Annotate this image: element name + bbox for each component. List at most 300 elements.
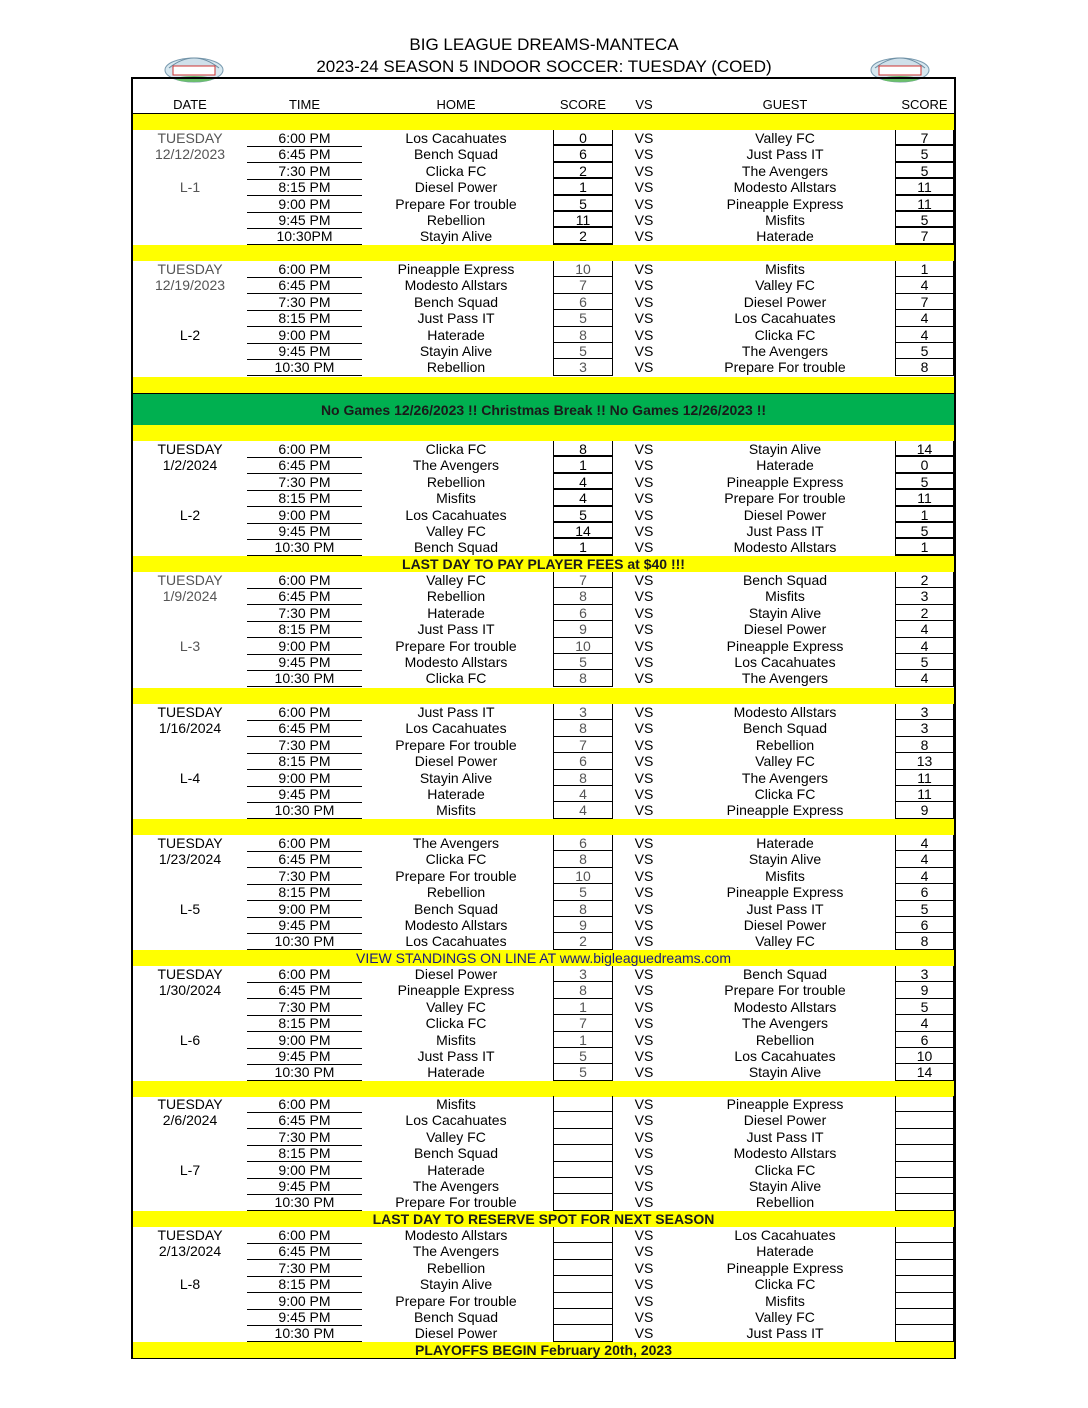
home-team: Misfits (436, 1031, 476, 1048)
guest-score (895, 1112, 954, 1128)
week-day: TUESDAY (157, 835, 223, 851)
time: 9:45 PM (247, 212, 362, 229)
guest-score (895, 1276, 954, 1292)
home-team: Pineapple Express (397, 261, 515, 277)
vs-label: VS (634, 490, 654, 507)
guest-score: 8 (895, 737, 954, 753)
guest-score: 5 (895, 999, 954, 1015)
banner-christmas: No Games 12/26/2023 !! Christmas Break !! No Games 12/26/2023 !! (133, 393, 954, 427)
week-date: 1/23/2024 (158, 851, 222, 868)
game-row (133, 523, 954, 539)
game-row (133, 770, 954, 786)
game-row (133, 359, 954, 375)
time: 6:00 PM (247, 1096, 362, 1113)
game-row (133, 982, 954, 998)
game-row (133, 1243, 954, 1259)
guest-score: 5 (895, 343, 954, 359)
game-row (133, 704, 954, 720)
week-day: TUESDAY (157, 704, 223, 720)
home-team: Los Cacahuates (405, 130, 507, 146)
time: 8:15 PM (247, 621, 362, 638)
home-team: Haterade (427, 1161, 485, 1178)
home-team: Stayin Alive (419, 1276, 493, 1293)
home-score: 6 (553, 605, 613, 621)
game-row (133, 1162, 954, 1178)
home-team: Bench Squad (413, 1145, 499, 1162)
home-team: The Avengers (412, 1178, 500, 1194)
guest-score: 14 (895, 441, 954, 457)
home-team: Pineapple Express (397, 982, 515, 999)
home-score: 10 (553, 638, 613, 654)
guest-team: The Avengers (741, 670, 829, 687)
guest-team: Just Pass IT (746, 146, 824, 163)
home-score: 4 (553, 786, 613, 802)
vs-label: VS (634, 769, 654, 786)
game-row (133, 163, 954, 179)
guest-team: Bench Squad (742, 966, 828, 982)
league-label: L-2 (179, 326, 201, 343)
time: 8:15 PM (247, 179, 362, 196)
game-row (133, 1145, 954, 1161)
guest-score: 11 (895, 196, 954, 212)
separator-band (133, 377, 954, 393)
home-score: 10 (553, 261, 613, 277)
home-score (553, 1309, 613, 1325)
time: 10:30 PM (247, 539, 362, 556)
guest-score: 14 (895, 1064, 954, 1080)
vs-label: VS (634, 1243, 654, 1260)
header-guest: GUEST (762, 97, 808, 112)
home-team: Clicka FC (425, 670, 487, 687)
guest-score: 4 (895, 638, 954, 654)
time: 7:30 PM (247, 1129, 362, 1146)
time: 6:00 PM (247, 966, 362, 983)
home-score (553, 1162, 613, 1178)
time: 7:30 PM (247, 868, 362, 885)
week-date: 1/30/2024 (158, 982, 222, 999)
game-row (133, 868, 954, 884)
guest-team: Stayin Alive (748, 604, 822, 621)
guest-score: 7 (895, 294, 954, 310)
game-row (133, 539, 954, 555)
guest-team: Just Pass IT (746, 1128, 824, 1145)
guest-score: 4 (895, 835, 954, 851)
guest-score: 7 (895, 130, 954, 146)
week-day: TUESDAY (157, 261, 223, 277)
home-score: 5 (553, 507, 613, 523)
time: 7:30 PM (247, 1260, 362, 1277)
time: 6:45 PM (247, 982, 362, 999)
game-row (133, 621, 954, 637)
time: 9:00 PM (247, 1293, 362, 1310)
home-team: Clicka FC (425, 851, 487, 868)
home-score: 8 (553, 901, 613, 917)
home-score: 7 (553, 277, 613, 293)
vs-label: VS (634, 1048, 654, 1064)
guest-score: 4 (895, 670, 954, 686)
home-score: 1 (553, 179, 613, 195)
guest-team: Los Cacahuates (734, 1048, 836, 1064)
guest-score: 6 (895, 884, 954, 900)
home-team: Diesel Power (414, 179, 498, 196)
home-score: 3 (553, 359, 613, 375)
guest-score (895, 1243, 954, 1259)
guest-score: 11 (895, 786, 954, 802)
guest-score: 3 (895, 720, 954, 736)
time: 9:00 PM (247, 770, 362, 787)
guest-score (895, 1145, 954, 1161)
vs-label: VS (634, 293, 654, 310)
game-row (133, 310, 954, 326)
guest-score: 2 (895, 605, 954, 621)
time: 6:00 PM (247, 835, 362, 852)
home-team: Diesel Power (414, 1325, 498, 1342)
time: 10:30 PM (247, 1064, 362, 1081)
home-team: The Avengers (412, 457, 500, 474)
game-row (133, 343, 954, 359)
home-team: Los Cacahuates (405, 720, 507, 737)
time: 9:45 PM (247, 523, 362, 540)
home-score: 6 (553, 835, 613, 851)
vs-label: VS (634, 884, 654, 901)
guest-score: 6 (895, 917, 954, 933)
game-row (133, 835, 954, 851)
home-score: 5 (553, 654, 613, 670)
guest-score: 8 (895, 359, 954, 375)
home-team: Prepare For trouble (395, 195, 517, 212)
game-row (133, 654, 954, 670)
time: 6:45 PM (247, 457, 362, 474)
home-score (553, 1096, 613, 1112)
vs-label: VS (634, 359, 654, 376)
game-row (133, 901, 954, 917)
home-team: Diesel Power (414, 753, 498, 770)
vs-label: VS (634, 457, 654, 474)
home-score: 6 (553, 294, 613, 310)
week-date: 2/6/2024 (162, 1112, 218, 1129)
home-team: Valley FC (426, 523, 486, 539)
home-score: 11 (553, 212, 613, 228)
game-row (133, 737, 954, 753)
banner-player-fees: LAST DAY TO PAY PLAYER FEES at $40 !!! (133, 556, 954, 572)
guest-score: 7 (895, 228, 954, 244)
guest-score: 2 (895, 572, 954, 588)
time: 7:30 PM (247, 474, 362, 491)
home-team: Modesto Allstars (404, 1227, 508, 1243)
home-team: Bench Squad (413, 146, 499, 163)
game-row (133, 507, 954, 523)
separator-band (133, 819, 954, 835)
vs-label: VS (634, 851, 654, 868)
guest-score: 4 (895, 1015, 954, 1031)
league-label: L-3 (179, 637, 201, 654)
time: 6:00 PM (247, 704, 362, 721)
guest-team: Misfits (765, 588, 805, 605)
home-score: 8 (553, 670, 613, 686)
game-row (133, 753, 954, 769)
time: 6:45 PM (247, 1243, 362, 1260)
home-score: 5 (553, 343, 613, 359)
vs-label: VS (634, 1112, 654, 1129)
guest-team: Modesto Allstars (733, 1145, 837, 1162)
time: 6:45 PM (247, 1112, 362, 1129)
guest-score: 4 (895, 277, 954, 293)
time: 10:30 PM (247, 670, 362, 687)
home-team: Rebellion (426, 212, 486, 228)
time: 9:45 PM (247, 1309, 362, 1326)
week-day: TUESDAY (157, 572, 223, 588)
game-row (133, 1227, 954, 1243)
home-score (553, 1129, 613, 1145)
guest-score: 11 (895, 490, 954, 506)
guest-team: Pineapple Express (726, 1096, 844, 1112)
league-label: L-7 (179, 1161, 201, 1178)
home-team: Prepare For trouble (395, 867, 517, 884)
time: 9:45 PM (247, 1048, 362, 1065)
home-team: The Avengers (412, 835, 500, 851)
guest-team: Modesto Allstars (733, 998, 837, 1015)
guest-score: 3 (895, 704, 954, 720)
home-team: Prepare For trouble (395, 637, 517, 654)
guest-team: Pineapple Express (726, 473, 844, 490)
home-score (553, 1243, 613, 1259)
vs-label: VS (634, 1015, 654, 1032)
week-day: TUESDAY (157, 966, 223, 982)
guest-team: Clicka FC (754, 1161, 816, 1178)
vs-label: VS (634, 1325, 654, 1342)
time: 9:00 PM (247, 1162, 362, 1179)
vs-label: VS (634, 1031, 654, 1048)
game-row (133, 130, 954, 146)
home-score: 1 (553, 999, 613, 1015)
guest-team: Haterade (756, 228, 814, 245)
home-team: Diesel Power (414, 966, 498, 982)
vs-label: VS (634, 966, 654, 982)
league-label: L-4 (179, 769, 201, 786)
vs-label: VS (634, 670, 654, 687)
guest-score (895, 1293, 954, 1309)
guest-team: Just Pass IT (746, 900, 824, 917)
vs-label: VS (634, 441, 654, 457)
guest-score: 9 (895, 982, 954, 998)
vs-label: VS (634, 162, 654, 179)
home-team: Modesto Allstars (404, 917, 508, 933)
home-score: 1 (553, 457, 613, 473)
time: 9:00 PM (247, 507, 362, 524)
home-score: 5 (553, 1064, 613, 1080)
guest-team: Prepare For trouble (724, 490, 846, 507)
week-date: 12/12/2023 (154, 146, 226, 163)
vs-label: VS (634, 604, 654, 621)
guest-team: Rebellion (755, 1031, 815, 1048)
guest-score: 9 (895, 802, 954, 818)
separator-band (133, 245, 954, 261)
game-row (133, 441, 954, 457)
vs-label: VS (634, 1161, 654, 1178)
home-team: Los Cacahuates (405, 933, 507, 950)
guest-team: Clicka FC (754, 1276, 816, 1293)
header-guest-score: SCORE (901, 97, 948, 112)
guest-team: Valley FC (755, 277, 815, 294)
game-row (133, 1129, 954, 1145)
game-row (133, 884, 954, 900)
game-row (133, 802, 954, 818)
game-row (133, 1260, 954, 1276)
separator-band (133, 688, 954, 704)
vs-label: VS (634, 1292, 654, 1309)
vs-label: VS (634, 933, 654, 950)
banner-playoffs: PLAYOFFS BEGIN February 20th, 2023 (133, 1342, 954, 1358)
vs-label: VS (634, 1064, 654, 1081)
guest-score: 4 (895, 310, 954, 326)
guest-score: 8 (895, 933, 954, 949)
time: 8:15 PM (247, 1276, 362, 1293)
column-header-row (133, 97, 954, 114)
time: 8:15 PM (247, 1145, 362, 1162)
guest-team: Bench Squad (742, 572, 828, 588)
vs-label: VS (634, 736, 654, 753)
time: 9:00 PM (247, 1032, 362, 1049)
time: 10:30 PM (247, 1325, 362, 1342)
game-row (133, 261, 954, 277)
guest-team: Valley FC (755, 933, 815, 950)
home-team: Rebellion (426, 359, 486, 376)
time: 7:30 PM (247, 294, 362, 311)
time: 8:15 PM (247, 490, 362, 507)
guest-score: 5 (895, 146, 954, 162)
game-row (133, 588, 954, 604)
guest-team: Haterade (756, 835, 814, 851)
guest-team: Diesel Power (743, 1112, 827, 1129)
time: 6:00 PM (247, 261, 362, 278)
guest-team: The Avengers (741, 769, 829, 786)
guest-score: 4 (895, 327, 954, 343)
vs-label: VS (634, 753, 654, 770)
guest-score: 4 (895, 868, 954, 884)
game-row (133, 1293, 954, 1309)
time: 6:45 PM (247, 277, 362, 294)
guest-score: 1 (895, 507, 954, 523)
guest-score: 1 (895, 539, 954, 555)
home-score: 9 (553, 621, 613, 637)
guest-team: Stayin Alive (748, 1064, 822, 1081)
guest-score: 6 (895, 1032, 954, 1048)
home-score: 3 (553, 966, 613, 982)
home-team: Bench Squad (413, 900, 499, 917)
home-team: Haterade (427, 786, 485, 802)
week-date: 1/16/2024 (158, 720, 222, 737)
guest-team: Haterade (756, 457, 814, 474)
time: 9:45 PM (247, 1178, 362, 1195)
home-team: Rebellion (426, 588, 486, 605)
game-row (133, 966, 954, 982)
home-team: Misfits (436, 1096, 476, 1112)
guest-team: Diesel Power (743, 917, 827, 933)
guest-team: Modesto Allstars (733, 539, 837, 556)
vs-label: VS (634, 720, 654, 737)
guest-team: Valley FC (755, 130, 815, 146)
guest-score: 3 (895, 588, 954, 604)
guest-score (895, 1309, 954, 1325)
game-row (133, 196, 954, 212)
vs-label: VS (634, 212, 654, 228)
home-team: Haterade (427, 326, 485, 343)
guest-score: 5 (895, 163, 954, 179)
banner-reserve: LAST DAY TO RESERVE SPOT FOR NEXT SEASON (133, 1211, 954, 1227)
guest-team: Pineapple Express (726, 637, 844, 654)
home-score: 8 (553, 770, 613, 786)
home-score (553, 1112, 613, 1128)
time: 6:00 PM (247, 1227, 362, 1244)
guest-team: Haterade (756, 1243, 814, 1260)
game-row (133, 572, 954, 588)
vs-label: VS (634, 1309, 654, 1325)
game-row (133, 179, 954, 195)
vs-label: VS (634, 704, 654, 720)
week-day: TUESDAY (157, 441, 223, 457)
separator-band (133, 425, 954, 441)
time: 10:30 PM (247, 933, 362, 950)
vs-label: VS (634, 1259, 654, 1276)
guest-score (895, 1325, 954, 1341)
guest-score (895, 1096, 954, 1112)
game-row (133, 786, 954, 802)
game-row (133, 1194, 954, 1210)
home-team: Valley FC (426, 998, 486, 1015)
home-team: Modesto Allstars (404, 277, 508, 294)
guest-team: Modesto Allstars (733, 704, 837, 720)
guest-team: Misfits (765, 1292, 805, 1309)
home-team: Misfits (436, 802, 476, 819)
league-label: L-2 (179, 506, 201, 523)
home-score: 4 (553, 490, 613, 506)
vs-label: VS (634, 326, 654, 343)
game-row (133, 605, 954, 621)
separator-band (133, 114, 954, 130)
guest-team: Rebellion (755, 1194, 815, 1211)
home-team: Bench Squad (413, 293, 499, 310)
guest-score: 1 (895, 261, 954, 277)
time: 9:45 PM (247, 654, 362, 671)
vs-label: VS (634, 195, 654, 212)
home-score: 3 (553, 704, 613, 720)
guest-score: 5 (895, 654, 954, 670)
vs-label: VS (634, 473, 654, 490)
game-row (133, 327, 954, 343)
vs-label: VS (634, 900, 654, 917)
time: 8:15 PM (247, 753, 362, 770)
home-team: Los Cacahuates (405, 1112, 507, 1129)
time: 9:00 PM (247, 638, 362, 655)
home-score: 14 (553, 523, 613, 539)
home-score (553, 1227, 613, 1243)
home-team: Clicka FC (425, 162, 487, 179)
time: 6:00 PM (247, 441, 362, 458)
guest-team: Pineapple Express (726, 195, 844, 212)
game-row (133, 474, 954, 490)
guest-score: 13 (895, 753, 954, 769)
home-score (553, 1194, 613, 1210)
vs-label: VS (634, 523, 654, 539)
guest-score (895, 1162, 954, 1178)
home-team: Modesto Allstars (404, 654, 508, 670)
game-row (133, 851, 954, 867)
guest-score: 5 (895, 901, 954, 917)
header-home-score: SCORE (559, 97, 607, 112)
time: 8:15 PM (247, 884, 362, 901)
time: 9:00 PM (247, 901, 362, 918)
home-score: 8 (553, 982, 613, 998)
